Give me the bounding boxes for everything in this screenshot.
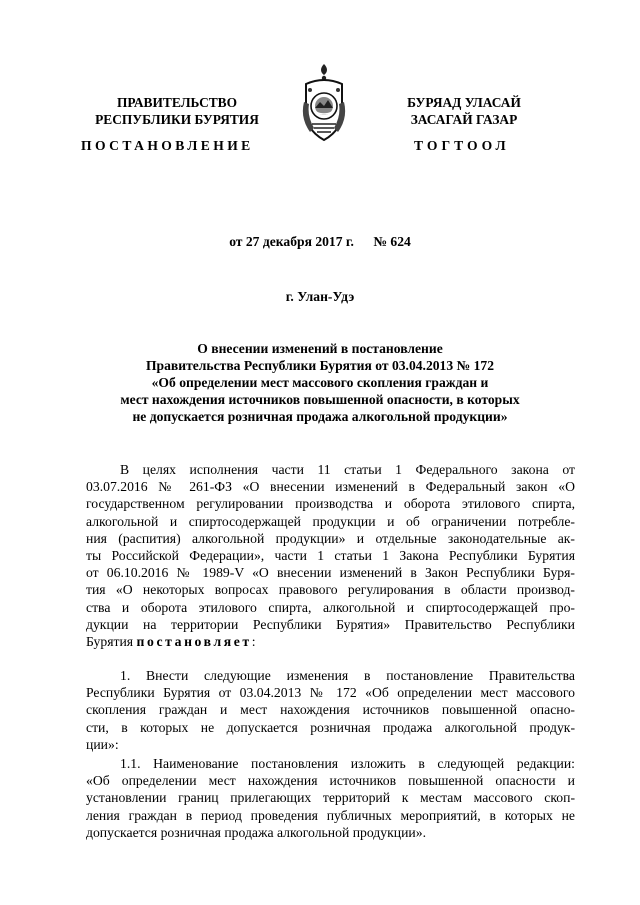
paragraph-line: «Об определении мест нахождения источников повышенной опасности и [86, 773, 575, 789]
document-date-line [0, 234, 640, 250]
paragraph-line: дукции на территории Республики Бурятия» Правительство Республики [86, 616, 575, 632]
paragraph-line: алкогольной и спиртосодержащей продукции и об ограничении потребле- [86, 513, 575, 529]
resolves-suffix: : [251, 633, 256, 649]
paragraph-line: сти, в которых не допускается розничная продажа алкогольной продук- [86, 719, 575, 735]
header-left-line1: ПРАВИТЕЛЬСТВО [116, 95, 238, 110]
paragraph-line: ния (распития) алкогольной продукции» и отдельные законодательные ак- [86, 530, 575, 546]
header-left-line2: РЕСПУБЛИКИ БУРЯТИЯ [95, 112, 259, 127]
title-line: «Об определении мест массового скопления граждан и [151, 375, 489, 390]
header-right-line1: БУРЯАД УЛАСАЙ [407, 95, 521, 110]
title-line: О внесении изменений в постановление [197, 341, 443, 356]
header-right [374, 94, 554, 128]
preamble-paragraph [86, 461, 575, 650]
paragraph-line: допускается розничная продажа алкогольной продукции». [86, 824, 427, 840]
paragraph-line: скопления граждан и мест нахождения источников повышенной опасно- [86, 702, 575, 718]
resolves-word: постановляет [136, 633, 252, 649]
resolves-prefix: Бурятия [86, 633, 137, 649]
title-line: Правительства Республики Бурятия от 03.04.2013 № 172 [145, 358, 494, 373]
item-1-1-paragraph [86, 755, 575, 841]
paragraph-line: тия «О некоторых вопросах правового регулирования в области производ- [86, 582, 575, 598]
header-right-line2: ЗАСАГАЙ ГАЗАР [410, 112, 518, 127]
paragraph-line-resolves [86, 633, 575, 650]
paragraph-line: 03.07.2016 № 261-ФЗ «О внесении изменений в Федеральный закон «О [86, 479, 575, 495]
paragraph-line: установлении границ прилегающих территорий к местам массового скоп- [86, 790, 575, 806]
paragraph-line: ства и оборота этилового спирта, алкогольной и спиртосодержащей про- [86, 599, 575, 615]
paragraph-line: ции»: [86, 736, 119, 752]
paragraph-line: ления граждан в период проведения публичных мероприятий, в которых не [86, 807, 575, 823]
paragraph-line: Республики Бурятия от 03.04.2013 № 172 «Об определении мест массового [86, 685, 575, 701]
paragraph-line: 1.1. Наименование постановления изложить в следующей редакции: [120, 756, 575, 771]
emblem-of-buryatia-icon [298, 62, 350, 146]
paragraph-line: В целях исполнения части 11 статьи 1 Федерального закона от [120, 462, 575, 477]
item-1-paragraph [86, 667, 575, 753]
document-date: от 27 декабря 2017 г. [229, 234, 354, 249]
paragraph-line: 1. Внести следующие изменения в постановление Правительства [120, 668, 575, 683]
document-title [110, 340, 530, 425]
document-city: г. Улан-Удэ [285, 289, 355, 304]
document-number: № 624 [373, 234, 411, 249]
title-line: не допускается розничная продажа алкогольной продукции» [132, 409, 508, 424]
paragraph-line: государственном регулировании производства и оборота этилового спирта, [86, 496, 575, 512]
header-left-kind: ПОСТАНОВЛЕНИЕ [81, 138, 254, 153]
title-line: мест нахождения источников повышенной опасности, в которых [120, 392, 520, 407]
paragraph-line: ты Российской Федерации», части 1 статьи 1 Закона Республики Бурятия [86, 547, 575, 563]
header-right-kind: ТОГТООЛ [414, 138, 510, 153]
header-left [92, 94, 262, 128]
paragraph-line: от 06.10.2016 № 1989-V «О внесении изменений в Закон Республики Буря- [86, 565, 575, 581]
